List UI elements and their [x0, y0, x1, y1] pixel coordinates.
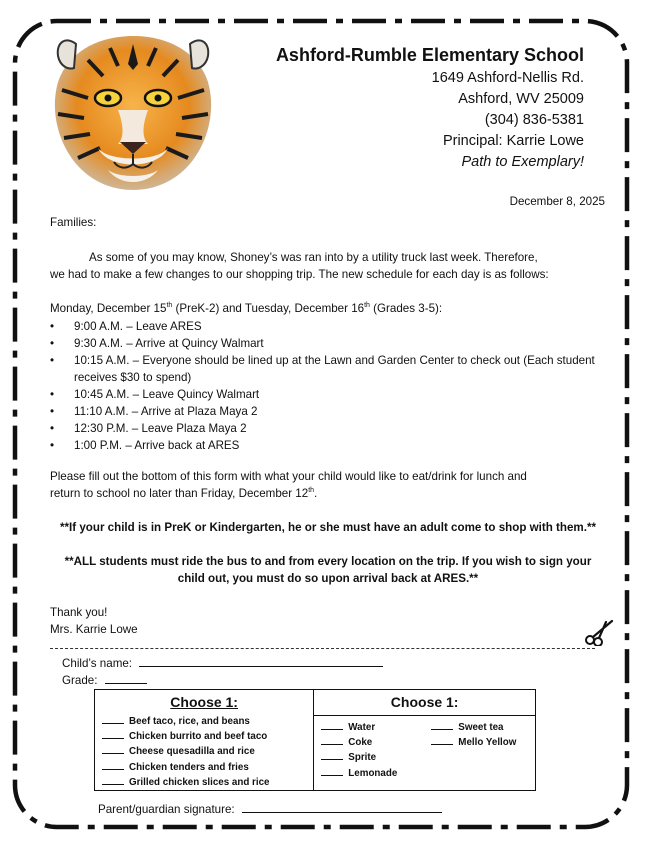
greeting: Families: — [50, 216, 97, 229]
schedule-item-text: 12:30 P.M. – Leave Plaza Maya 2 — [74, 422, 247, 435]
bullet-icon: • — [50, 388, 55, 401]
schedule-heading-part-b: (PreK-2) and Tuesday, December 16 — [172, 302, 365, 315]
ordinal-suffix: th — [364, 302, 370, 310]
schedule-heading-part-a: Monday, December 15 — [50, 302, 167, 315]
fill-out-line-2 — [50, 485, 606, 502]
intro-paragraph — [50, 249, 610, 283]
schedule-item — [50, 403, 610, 420]
schedule-item — [50, 318, 610, 335]
food-heading — [95, 690, 313, 714]
schedule-item — [50, 335, 610, 352]
checkbox-blank[interactable] — [321, 735, 343, 745]
schedule-item-text: 1:00 P.M. – Arrive back at ARES — [74, 439, 240, 452]
food-option[interactable] — [102, 729, 313, 744]
intro-line-1: As some of you may know, Shoney’s was ran into by a utility truck last week. Therefore, — [89, 251, 538, 264]
schedule-item-text: 9:30 A.M. – Arrive at Quincy Walmart — [74, 337, 264, 350]
schedule-item-text: 10:45 A.M. – Leave Quincy Walmart — [74, 388, 260, 401]
food-option-label: Beef taco, rice, and beans — [129, 716, 250, 727]
schedule-item — [50, 352, 610, 386]
food-option-label: Grilled chicken slices and rice — [129, 776, 270, 788]
food-choice-column — [95, 690, 314, 791]
signer-name: Mrs. Karrie Lowe — [50, 623, 138, 636]
checkbox-blank[interactable] — [431, 735, 453, 745]
bus-ride-note: **ALL students must ride the bus to and from every location on the trip. If you wish to sign your child out, you must do so upon arrival back at ARES.** — [64, 555, 592, 585]
bullet-icon: • — [50, 405, 55, 418]
drink-option[interactable] — [431, 720, 516, 735]
ordinal-suffix: th — [308, 487, 315, 495]
checkbox-blank[interactable] — [102, 744, 124, 754]
drink-option-label: Sweet tea — [458, 722, 504, 733]
scissors-icon — [584, 618, 616, 646]
schedule-heading-part-c: (Grades 3-5): — [369, 302, 443, 315]
drink-option[interactable] — [321, 735, 431, 750]
food-option-label: Chicken tenders and fries — [129, 761, 249, 773]
schedule-item — [50, 386, 610, 403]
guardian-signature-row — [98, 800, 442, 816]
address-line: 1649 Ashford-Nellis Rd. — [431, 70, 584, 86]
drink-option[interactable] — [321, 766, 431, 781]
schedule-item-text: 10:15 A.M. – Everyone should be lined up at the Lawn and Garden Center to check out (Each student receives $30 to spend) — [74, 354, 595, 384]
food-option-label: Cheese quesadilla and rice — [129, 746, 255, 758]
checkbox-blank[interactable] — [321, 766, 343, 776]
prek-adult-note: **If your child is in PreK or Kindergarten, he or she must have an adult come to shop with them.** — [60, 521, 596, 534]
guardian-signature-label: Parent/guardian signature: — [98, 803, 235, 816]
schedule-item — [50, 437, 610, 454]
checkbox-blank[interactable] — [102, 714, 124, 724]
drink-option[interactable] — [321, 720, 431, 735]
school-motto: Path to Exemplary! — [461, 154, 584, 170]
drink-choice-column — [314, 690, 536, 791]
drink-option-label: Water — [348, 722, 376, 733]
food-option[interactable] — [102, 714, 313, 729]
drink-option-label: Coke — [348, 737, 373, 749]
principal-line: Principal: Karrie Lowe — [442, 133, 584, 149]
ordinal-suffix: th — [166, 302, 173, 310]
schedule-heading — [50, 300, 606, 317]
lunch-choice-table — [94, 689, 536, 791]
schedule-item — [50, 420, 610, 437]
drink-option[interactable] — [321, 750, 431, 765]
bullet-icon: • — [50, 422, 55, 435]
schedule-item-text: 9:00 A.M. – Leave ARES — [74, 320, 202, 333]
closing: Thank you! — [50, 606, 108, 619]
bullet-icon: • — [50, 337, 55, 350]
drink-heading: Choose 1: — [314, 690, 535, 716]
grade-row — [62, 671, 147, 687]
fill-out-line-2-end: . — [314, 487, 318, 500]
drink-option-label: Mello Yellow — [458, 737, 517, 749]
intro-line-2: we had to make a few changes to our shopping trip. The new schedule for each day is as follows: — [50, 268, 549, 281]
tiger-mascot-logo — [48, 30, 218, 195]
grade-label: Grade: — [62, 674, 98, 687]
guardian-signature-field[interactable] — [242, 800, 442, 813]
food-option[interactable] — [102, 744, 313, 759]
cut-line — [50, 648, 595, 649]
food-heading-text: Choose 1: — [170, 694, 238, 710]
school-name: Ashford-Rumble Elementary School — [275, 45, 584, 65]
food-option[interactable] — [102, 760, 313, 775]
food-option[interactable] — [102, 775, 313, 790]
checkbox-blank[interactable] — [102, 775, 124, 785]
schedule-list — [50, 318, 610, 454]
letter-date: December 8, 2025 — [509, 195, 605, 208]
phone-number: (304) 836-5381 — [484, 112, 584, 128]
checkbox-blank[interactable] — [321, 750, 343, 760]
fill-out-instructions — [50, 468, 606, 502]
checkbox-blank[interactable] — [321, 720, 343, 730]
drink-option[interactable] — [431, 735, 516, 750]
food-option-label: Chicken burrito and beef taco — [129, 731, 268, 743]
child-name-row — [62, 654, 383, 670]
checkbox-blank[interactable] — [102, 760, 124, 770]
bullet-icon: • — [50, 354, 55, 367]
grade-field[interactable] — [105, 671, 147, 684]
bullet-icon: • — [50, 439, 55, 452]
checkbox-blank[interactable] — [431, 720, 453, 730]
fill-out-line-2-text: return to school no later than Friday, December 12 — [50, 487, 309, 500]
city-line: Ashford, WV 25009 — [458, 91, 584, 107]
fill-out-line-1: Please fill out the bottom of this form with what your child would like to eat/drink for lunch and — [50, 470, 527, 483]
schedule-item-text: 11:10 A.M. – Arrive at Plaza Maya 2 — [74, 405, 258, 418]
drink-option-label: Sprite — [348, 752, 377, 764]
bullet-icon: • — [50, 320, 55, 333]
child-name-label: Child’s name: — [62, 657, 133, 670]
drink-option-label: Lemonade — [348, 767, 398, 779]
checkbox-blank[interactable] — [102, 729, 124, 739]
child-name-field[interactable] — [139, 654, 383, 667]
